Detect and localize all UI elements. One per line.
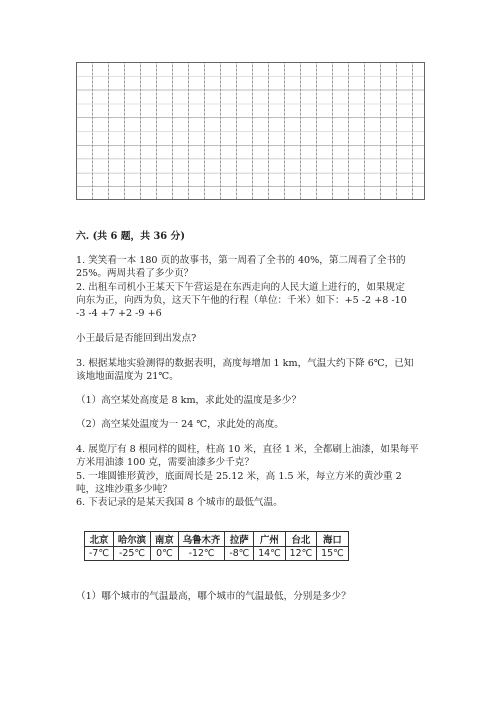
- temp-cell: -25℃: [113, 547, 150, 561]
- writing-grid: [76, 62, 425, 200]
- q1-line1: 1. 笑笑看一本 180 页的故事书，第一周看了全书的 40%，第二周看了全书的: [76, 255, 406, 266]
- city-cell: 南京: [151, 532, 179, 547]
- city-cell: 台北: [285, 532, 316, 547]
- city-cell: 北京: [85, 532, 114, 547]
- table-row-temps: [85, 547, 349, 561]
- temp-cell: -12℃: [178, 547, 225, 561]
- q2-line1: 2. 出租车司机小王某天下午营运是在东西走向的人民大道上进行的，如果规定: [76, 282, 405, 293]
- temp-cell: 12℃: [285, 547, 316, 561]
- city-cell: 哈尔滨: [113, 532, 150, 547]
- q3-sub2: （2）高空某处温度为一 24 ℃，求此处的高度。: [76, 419, 284, 430]
- table-row-cities: [85, 532, 349, 547]
- temp-cell: -7℃: [85, 547, 114, 561]
- q3-line1: 3. 根据某地实验测得的数据表明，高度每增加 1 km，气温大约下降 6℃，已知: [76, 358, 414, 369]
- city-cell: 乌鲁木齐: [178, 532, 225, 547]
- q3-line2: 该地地面温度为 21℃。: [76, 371, 179, 382]
- q2-line3: -3 -4 +7 +2 -9 +6: [76, 308, 162, 319]
- q4-line2: 方米用油漆 100 克，需要油漆多少千克？: [76, 457, 254, 468]
- q1-line2: 25%。两周共看了多少页？: [76, 268, 194, 279]
- city-cell: 广州: [254, 532, 285, 547]
- q4-line1: 4. 展览厅有 8 根同样的圆柱，柱高 10 米，直径 1 米，全都刷上油漆，如果每平: [76, 444, 419, 455]
- temperature-table: [84, 531, 349, 561]
- q2-line2: 向东为正，向西为负，这天下午他的行程（单位：千米）如下：+5 -2 +8 -10: [76, 295, 407, 306]
- q5-line1: 5. 一堆圆锥形黄沙，底面周长是 25.12 米，高 1.5 米，每立方米的黄沙重 2: [76, 471, 402, 482]
- section-title: 六. (共 6 题，共 36 分): [76, 231, 185, 242]
- temp-cell: 0℃: [151, 547, 179, 561]
- temp-cell: 14℃: [254, 547, 285, 561]
- city-cell: 海口: [317, 532, 348, 547]
- city-cell: 拉萨: [225, 532, 254, 547]
- q5-line2: 吨，这堆沙重多少吨？: [76, 484, 172, 495]
- q3-sub1: （1）高空某处高度是 8 km，求此处的温度是多少？: [76, 395, 302, 406]
- q6-sub1: （1）哪个城市的气温最高，哪个城市的气温最低，分别是多少？: [76, 591, 351, 602]
- temp-cell: 15℃: [317, 547, 348, 561]
- temp-cell: -8℃: [225, 547, 254, 561]
- q6-line1: 6. 下表记录的是某天我国 8 个城市的最低气温。: [76, 497, 283, 508]
- q2-question: 小王最后是否能回到出发点?: [76, 333, 197, 344]
